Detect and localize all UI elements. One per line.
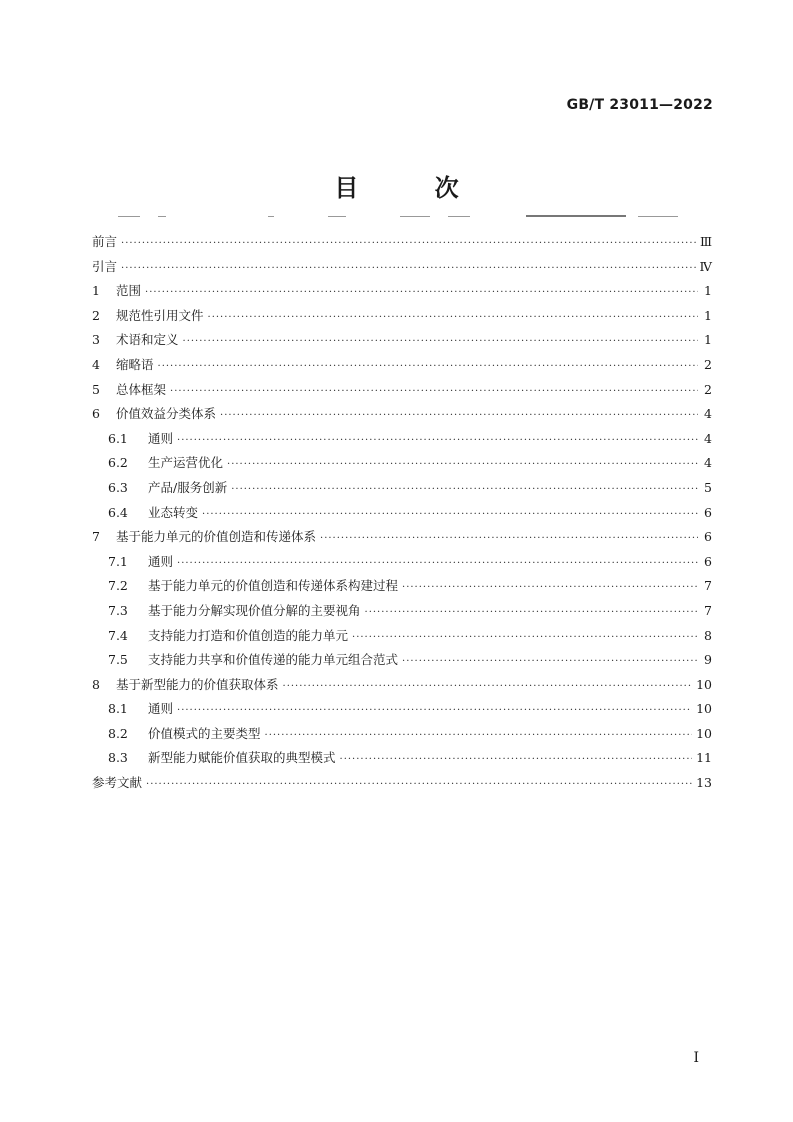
toc-entry-number: 4: [92, 356, 100, 372]
toc-dot-leader: [340, 754, 693, 765]
toc-entry-label: 生产运营优化: [148, 455, 224, 471]
toc-dot-leader: [177, 705, 692, 716]
toc-entry-label: 基于新型能力的价值获取体系: [116, 676, 279, 692]
toc-dot-leader: [158, 361, 698, 372]
toc-dot-leader: [145, 287, 698, 298]
toc-dot-leader: [170, 386, 698, 397]
toc-entry[interactable]: [92, 453, 712, 478]
toc-dot-leader: [227, 459, 698, 470]
toc-entry-page: 4: [704, 430, 712, 446]
toc-entry[interactable]: [92, 773, 712, 798]
toc-entry-number: 3: [92, 332, 100, 348]
toc-entry-page: 9: [704, 652, 712, 668]
toc-entry[interactable]: [92, 429, 712, 454]
toc-entry-page: 4: [704, 455, 712, 471]
toc-entry-page: Ⅲ: [699, 234, 712, 249]
toc-entry[interactable]: [92, 699, 712, 724]
standard-number: GB/T 23011—2022: [566, 97, 713, 113]
toc-dot-leader: [265, 730, 693, 741]
toc-entry-number: 6.2: [108, 455, 128, 471]
toc-dot-leader: [177, 435, 698, 446]
toc-entry-label: 业态转变: [148, 504, 199, 520]
toc-entry-page: 6: [704, 504, 712, 520]
toc-entry-number: 7.1: [108, 553, 128, 569]
toc-entry-number: 7.5: [108, 652, 128, 668]
toc-entry-number: 7.4: [108, 627, 128, 643]
toc-entry-label: 缩略语: [116, 356, 154, 372]
toc-entry-label: 支持能力共享和价值传递的能力单元组合范式: [148, 652, 399, 668]
toc-dot-leader: [402, 656, 698, 667]
toc-entry[interactable]: [92, 748, 712, 773]
toc-dot-leader: [402, 582, 698, 593]
toc-entry-number: 8.3: [108, 750, 128, 766]
toc-entry-page: 2: [704, 381, 712, 397]
toc-entry-page: 4: [704, 406, 712, 422]
toc-entry-page: 10: [696, 701, 712, 717]
toc-entry-number: 8: [92, 676, 100, 692]
toc-entry-label: 术语和定义: [116, 332, 179, 348]
toc-entry-number: 7.3: [108, 602, 128, 618]
toc-entry[interactable]: [92, 257, 712, 282]
toc-entry-number: 6.3: [108, 479, 128, 495]
toc-dot-leader: [202, 509, 698, 520]
scan-artifact-line: [118, 214, 678, 220]
toc-entry[interactable]: [92, 404, 712, 429]
toc-entry-page: 7: [704, 578, 712, 594]
toc-entry[interactable]: [92, 503, 712, 528]
toc-entry-label: 价值效益分类体系: [116, 406, 217, 422]
toc-dot-leader: [183, 336, 698, 347]
toc-dot-leader: [365, 607, 698, 618]
toc-entry-page: 8: [704, 627, 712, 643]
toc-entry-label: 通则: [148, 430, 174, 446]
toc-entry-number: 8.1: [108, 701, 128, 717]
toc-entry[interactable]: [92, 601, 712, 626]
toc-entry[interactable]: [92, 330, 712, 355]
toc-entry-label: 通则: [148, 553, 174, 569]
toc-entry-number: 1: [92, 283, 100, 299]
toc-dot-leader: [146, 779, 692, 790]
toc-entry[interactable]: [92, 380, 712, 405]
page-number: I: [693, 1050, 699, 1066]
toc-entry[interactable]: [92, 355, 712, 380]
toc-entry[interactable]: [92, 675, 712, 700]
toc-entry-page: 1: [704, 332, 712, 348]
toc-entry-number: 7.2: [108, 578, 128, 594]
toc-entry-page: 1: [704, 307, 712, 323]
toc-entry[interactable]: [92, 281, 712, 306]
toc-entry-number: 6.4: [108, 504, 128, 520]
toc-entry-number: 2: [92, 307, 100, 323]
toc-entry[interactable]: [92, 552, 712, 577]
toc-entry-page: 7: [704, 602, 712, 618]
toc-entry[interactable]: [92, 306, 712, 331]
toc-entry-page: 6: [704, 553, 712, 569]
toc-entry-label: 参考文献: [92, 775, 143, 791]
toc-entry-label: 规范性引用文件: [116, 307, 204, 323]
toc-entry-page: 5: [704, 479, 712, 495]
toc-dot-leader: [320, 533, 698, 544]
toc-dot-leader: [121, 263, 695, 274]
toc-entry-label: 引言: [92, 258, 118, 274]
toc-entry-page: 2: [704, 356, 712, 372]
toc-dot-leader: [121, 238, 696, 249]
toc-entry-label: 价值模式的主要类型: [148, 725, 261, 741]
toc-entry-number: 5: [92, 381, 100, 397]
toc-entry[interactable]: [92, 527, 712, 552]
toc-entry[interactable]: [92, 576, 712, 601]
toc-entry-page: 13: [696, 775, 712, 791]
toc-dot-leader: [231, 484, 698, 495]
toc-dot-leader: [177, 558, 698, 569]
toc-dot-leader: [283, 681, 693, 692]
toc-dot-leader: [352, 632, 698, 643]
toc-entry[interactable]: [92, 478, 712, 503]
toc-entry[interactable]: [92, 232, 712, 257]
toc-entry-label: 通则: [148, 701, 174, 717]
toc-entry[interactable]: [92, 626, 712, 651]
toc-entry-label: 支持能力打造和价值创造的能力单元: [148, 627, 349, 643]
toc-entry-page: 6: [704, 529, 712, 545]
toc-entry-label: 总体框架: [116, 381, 167, 397]
toc-entry-page: 1: [704, 283, 712, 299]
toc-entry-page: 10: [696, 725, 712, 741]
toc-entry-label: 基于能力单元的价值创造和传递体系: [116, 529, 317, 545]
toc-entry-label: 基于能力分解实现价值分解的主要视角: [148, 602, 361, 618]
toc-entry-page: 10: [696, 676, 712, 692]
toc-entry-number: 8.2: [108, 725, 128, 741]
toc-entry-page: 11: [696, 750, 712, 766]
toc-entry-page: Ⅳ: [699, 258, 712, 274]
toc-dot-leader: [220, 410, 698, 421]
toc-entry-number: 6: [92, 406, 100, 422]
toc-entry-label: 产品/服务创新: [148, 479, 228, 495]
table-of-contents: [92, 232, 712, 798]
toc-entry-number: 7: [92, 529, 100, 545]
toc-dot-leader: [208, 312, 698, 323]
toc-entry[interactable]: [92, 650, 712, 675]
toc-entry-label: 范围: [116, 283, 142, 299]
toc-entry[interactable]: [92, 724, 712, 749]
toc-entry-label: 新型能力赋能价值获取的典型模式: [148, 750, 336, 766]
toc-entry-number: 6.1: [108, 430, 128, 446]
page-title: 目 次: [334, 174, 493, 202]
toc-entry-label: 前言: [92, 234, 118, 249]
toc-entry-label: 基于能力单元的价值创造和传递体系构建过程: [148, 578, 399, 594]
